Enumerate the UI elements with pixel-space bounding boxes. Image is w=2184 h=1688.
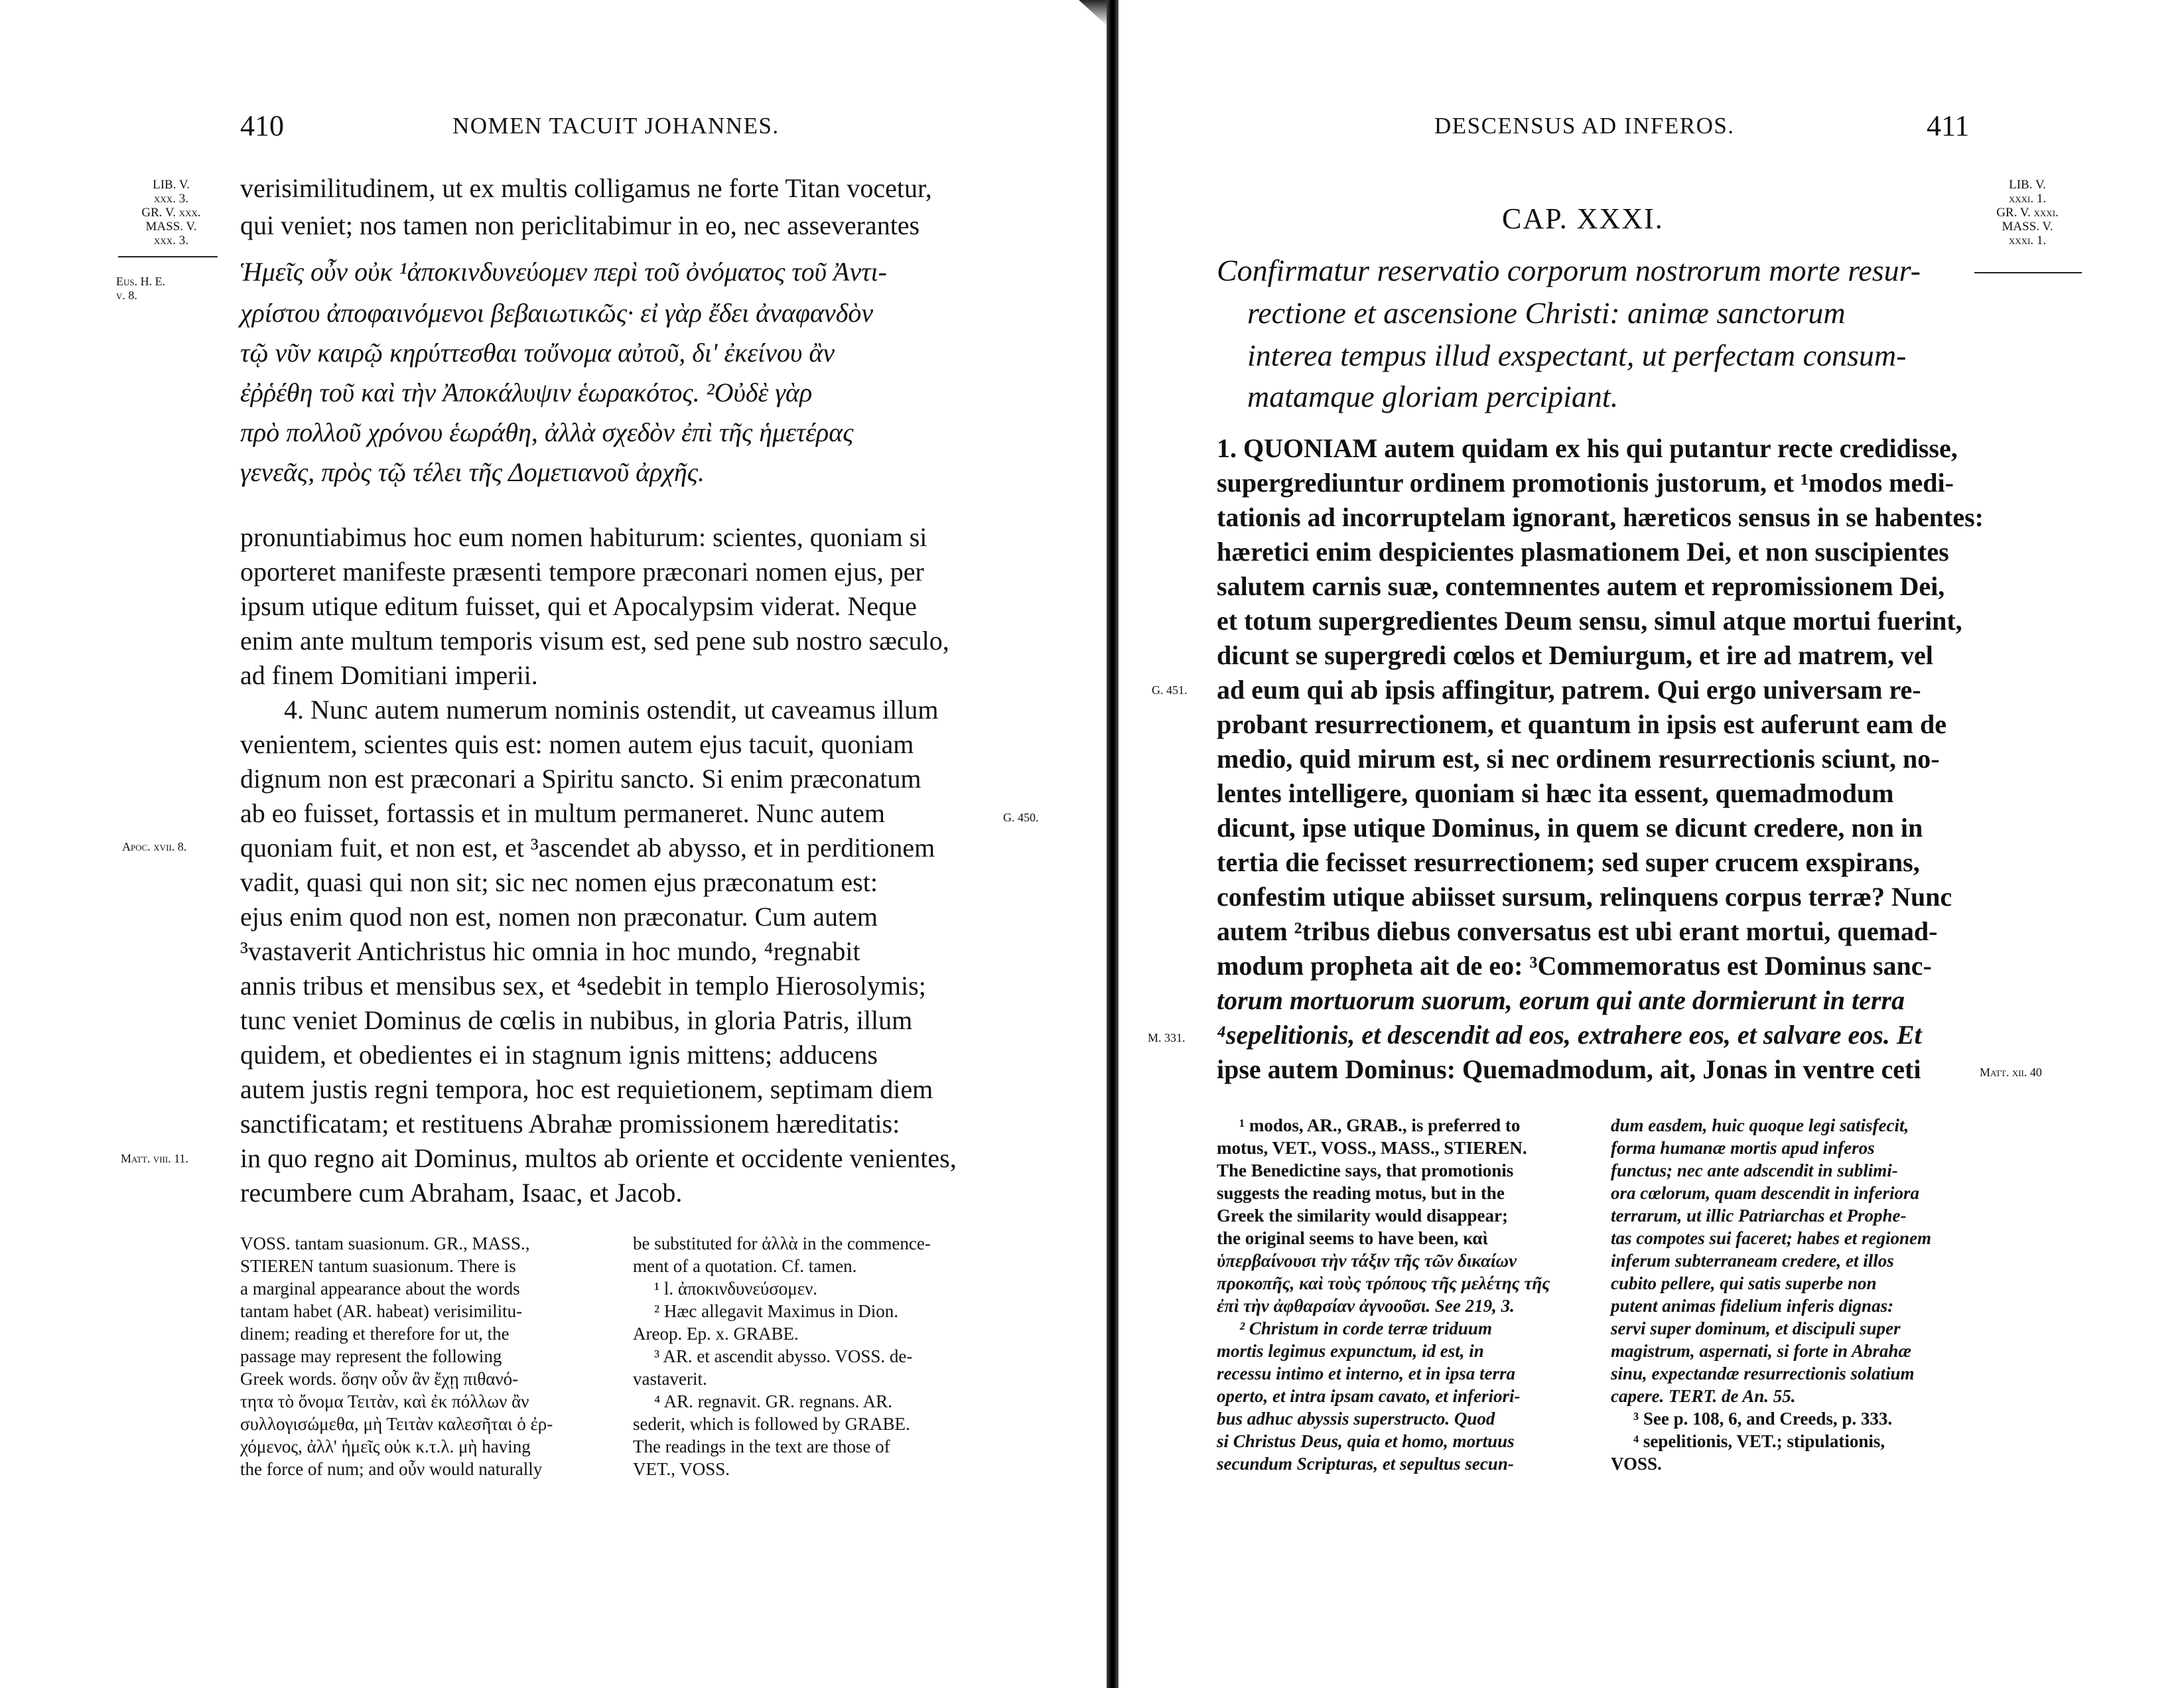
margin-ref-lib: LIB. V. xxxi. 1. GR. V. xxxi. MASS. V. xxxi. 1.: [1996, 178, 2059, 247]
body-line: qui veniet; nos tamen non periclitabimur in eo, nec asseverantes: [240, 210, 920, 240]
latin-line: dignum non est præconari a Spiritu sancto. Si enim præconatum: [240, 764, 921, 794]
greek-line: χρίστου ἀποφαινόμενοι βεβαιωτικῶς· εἰ γὰρ ἔδει ἀναφανδὸν: [240, 298, 874, 328]
footnote-line: capere. TERT. de An. 55.: [1611, 1386, 1796, 1406]
footnote-line: si Christus Deus, quia et homo, mortuus: [1217, 1431, 1515, 1451]
greek-line: ἐῤῥέθη τοῦ καὶ τὴν Ἀποκάλυψιν ἑωρακότος. ²Οὐδὲ γὰρ: [240, 378, 813, 407]
footnote-line: tas compotes sui faceret; habes et regionem: [1611, 1228, 1931, 1248]
margin-ref-lib: LIB. V. xxx. 3. GR. V. xxx. MASS. V. xxx. 3.: [141, 178, 201, 247]
footnote-line: VET., VOSS.: [633, 1459, 730, 1479]
footnote-line: The readings in the text are those of: [633, 1437, 890, 1456]
latin-line: venientem, scientes quis est: nomen autem ejus tacuit, quoniam: [240, 729, 914, 759]
body-line: dicunt se supergredi cœlos et Demiurgum, et ire ad matrem, vel: [1217, 640, 1933, 670]
footnote-line: terrarum, ut illic Patriarchas et Prophe-: [1611, 1206, 1907, 1226]
body-line: et totum supergredientes Deum sensu, simul atque mortui fuerint,: [1217, 606, 1962, 636]
latin-line: pronuntiabimus hoc eum nomen habiturum: scientes, quoniam si: [240, 522, 927, 552]
book-gutter: [1107, 0, 1119, 1688]
margin-ref-apoc: Apoc. xvii. 8.: [122, 840, 187, 853]
footnote-line: προκοπῆς, καὶ τοὺς τρόπους τῆς μελέτης τῆς: [1217, 1273, 1550, 1293]
margin-ref-matt: Matt. xii. 40: [1980, 1066, 2042, 1079]
footnote-line: mortis legimus expunctum, id est, in: [1217, 1341, 1484, 1361]
footnote-line: ⁴ AR. regnavit. GR. regnans. AR.: [654, 1391, 892, 1411]
latin-line: quidem, et obedientes ei in stagnum ignis mittens; adducens: [240, 1040, 878, 1070]
footnote-line: sinu, expectandæ resurrectionis solatium: [1611, 1364, 1915, 1383]
footnote-line: Areop. Ep. x. GRABE.: [633, 1324, 799, 1344]
footnote-line: recessu intimo et interno, et in ipsa terra: [1217, 1364, 1516, 1383]
footnote-line: inferum subterraneam credere, et illos: [1611, 1251, 1894, 1271]
footnote-line: tantam habet (AR. habeat) verisimilitu-: [240, 1301, 523, 1321]
footnote-line: dum easdem, huic quoque legi satisfecit,: [1611, 1115, 1909, 1135]
chapter-summary-line: matamque gloriam percipiant.: [1247, 380, 1619, 413]
latin-line: enim ante multum temporis visum est, sed pene sub nostro sæculo,: [240, 626, 949, 656]
footnote-line: passage may represent the following: [240, 1346, 502, 1366]
footnote-line: ³ AR. et ascendit abysso. VOSS. de-: [654, 1346, 913, 1366]
footnote-line: The Benedictine says, that promotionis: [1217, 1160, 1514, 1180]
footnote-line: the force of num; and οὖν would naturally: [240, 1459, 543, 1479]
body-line: dicunt, ipse utique Dominus, in quem se dicunt credere, non in: [1217, 813, 1923, 843]
body-line: salutem carnis suæ, contemnentes autem et repromissionem Dei,: [1217, 571, 1945, 601]
footnote-line: ² Hæc allegavit Maximus in Dion.: [654, 1301, 899, 1321]
body-line: probant resurrectionem, et quantum in ipsis est auferunt eam de: [1217, 709, 1946, 739]
footnote-line: a marginal appearance about the words: [240, 1279, 520, 1299]
footnote-line: συλλογισώμεθα, μὴ Τειτὰν καλεσῆται ὁ ἐρ-: [240, 1414, 553, 1434]
margin-ref-eusebius: Eus. H. E. v. 8.: [116, 275, 166, 302]
footnote-line: ὑπερβαίνουσι τὴν τάξιν τῆς τῶν δικαίων: [1217, 1251, 1517, 1271]
body-line: supergrediuntur ordinem promotionis justorum, et ¹modos medi-: [1217, 468, 1954, 498]
latin-line: in quo regno ait Dominus, multos ab oriente et occidente venientes,: [240, 1143, 957, 1173]
body-line: verisimilitudinem, ut ex multis colligamus ne forte Titan vocetur,: [240, 173, 932, 203]
body-line: tertia die fecisset resurrectionem; sed super crucem exspirans,: [1217, 847, 1920, 877]
footnote-line: putent animas fidelium inferis dignas:: [1611, 1296, 1894, 1316]
latin-line: autem justis regni tempora, hoc est requietionem, septimam diem: [240, 1074, 933, 1104]
page-number: 411: [1927, 109, 1970, 142]
footnote-line: VOSS.: [1611, 1454, 1662, 1474]
footnote-line: bus adhuc abyssis superstructo. Quod: [1217, 1409, 1495, 1429]
footnote-line: dinem; reading et therefore for ut, the: [240, 1324, 510, 1344]
footnote-line: Greek the similarity would disappear;: [1217, 1206, 1509, 1226]
footnote-line: ¹ modos, AR., GRAB., is preferred to: [1239, 1115, 1521, 1135]
latin-line: oporteret manifeste præsenti tempore præconari nomen ejus, per: [240, 557, 924, 587]
latin-line: quoniam fuit, et non est, et ³ascendet ab abysso, et in perditionem: [240, 833, 935, 863]
running-head: NOMEN TACUIT JOHANNES.: [452, 113, 780, 139]
body-line: modum propheta ait de eo: ³Commemoratus est Dominus sanc-: [1217, 951, 1932, 981]
chapter-summary-line: rectione et ascensione Christi: animæ sanctorum: [1247, 296, 1846, 330]
footnote-line: motus, VET., VOSS., MASS., STIEREN.: [1217, 1138, 1527, 1158]
footnote-line: ² Christum in corde terræ triduum: [1239, 1318, 1492, 1338]
latin-line: annis tribus et mensibus sex, et ⁴sedebit in templo Hierosolymis;: [240, 971, 926, 1001]
footnote-line: τητα τὸ ὄνομα Τειτὰν, καὶ ἐκ πόλλων ἂν: [240, 1391, 529, 1411]
body-line: lentes intelligere, quoniam si hæc ita essent, quemadmodum: [1217, 778, 1894, 808]
footnote-line: magistrum, aspernati, si forte in Abrahæ: [1611, 1341, 1911, 1361]
footnote-line: ¹ l. ἀποκινδυνεύσομεν.: [654, 1279, 818, 1299]
body-line: medio, quid mirum est, si nec ordinem resurrectionis sciunt, no-: [1217, 744, 1940, 774]
footnote-line: cubito pellere, qui satis superbe non: [1611, 1273, 1877, 1293]
margin-rule: [1974, 272, 2082, 273]
latin-line: sanctificatam; et restituens Abrahæ promissionem hæreditatis:: [240, 1109, 900, 1139]
latin-line: vadit, quasi qui non sit; sic nec nomen ejus præconatum est:: [240, 867, 878, 897]
body-line: hæretici enim despicientes plasmationem Dei, et non suscipientes: [1217, 537, 1949, 567]
greek-line: πρὸ πολλοῦ χρόνου ἑωράθη, ἀλλὰ σχεδὸν ἐπὶ τῆς ἡμετέρας: [240, 417, 854, 447]
greek-line: Ἡμεῖς οὖν οὐκ ¹ἀποκινδυνεύομεν περὶ τοῦ ὀνόματος τοῦ Ἀντι-: [240, 257, 887, 287]
latin-line: tunc veniet Dominus de cœlis in nubibus, in gloria Patris, illum: [240, 1005, 913, 1035]
footnote-line: ⁴ sepelitionis, VET.; stipulationis,: [1633, 1431, 1885, 1451]
body-line: autem ²tribus diebus conversatus est ubi erant mortui, quemad-: [1217, 916, 1938, 946]
paragraph-4-start: 4. Nunc autem numerum nominis ostendit, ut caveamus illum: [284, 695, 939, 725]
footnote-line: operto, et intra ipsam cavato, et inferiori-: [1217, 1386, 1521, 1406]
latin-line: ad finem Domitiani imperii.: [240, 660, 538, 690]
footnote-line: STIEREN tantum suasionum. There is: [240, 1256, 516, 1276]
margin-rule: [118, 256, 218, 257]
margin-ref-g450: G. 450.: [1003, 811, 1039, 824]
right-page: [1119, 0, 2184, 1688]
greek-line: γενεᾶς, πρὸς τῷ τέλει τῆς Δομετιανοῦ ἀρχῆς.: [240, 457, 705, 487]
latin-line: ab eo fuisset, fortassis et in multum permaneret. Nunc autem: [240, 798, 885, 828]
footnote-line: functus; nec ante adscendit in sublimi-: [1611, 1160, 1898, 1180]
latin-line: recumbere cum Abraham, Isaac, et Jacob.: [240, 1178, 683, 1208]
footnote-line: vastaverit.: [633, 1369, 707, 1389]
chapter-summary-line: interea tempus illud exspectant, ut perfectam consum-: [1247, 338, 1907, 372]
footnote-line: sederit, which is followed by GRABE.: [633, 1414, 910, 1434]
chapter-summary-line: Confirmatur reservatio corporum nostrorum morte resur-: [1217, 253, 1921, 287]
footnote-line: be substituted for ἀλλὰ in the commence-: [633, 1233, 931, 1253]
page-number: 410: [240, 109, 284, 142]
footnote-line: ³ See p. 108, 6, and Creeds, p. 333.: [1633, 1409, 1893, 1429]
body-line: ad eum qui ab ipsis affingitur, patrem. Qui ergo universam re-: [1217, 675, 1921, 705]
footnote-line: suggests the reading motus, but in the: [1217, 1183, 1505, 1203]
latin-line: ³vastaverit Antichristus hic omnia in hoc mundo, ⁴regnabit: [240, 936, 860, 966]
margin-ref-g451: G. 451.: [1152, 683, 1188, 697]
footnote-line: χόμενος, ἀλλ' ἡμεῖς οὐκ κ.τ.λ. μὴ having: [240, 1437, 531, 1456]
running-head: DESCENSUS AD INFEROS.: [1434, 113, 1735, 139]
footnote-line: VOSS. tantam suasionum. GR., MASS.,: [240, 1233, 530, 1253]
body-line: ipse autem Dominus: Quemadmodum, ait, Jonas in ventre ceti: [1217, 1054, 1921, 1084]
footnote-line: servi super dominum, et discipuli super: [1611, 1318, 1901, 1338]
footnote-line: secundum Scripturas, et sepultus secun-: [1217, 1454, 1514, 1474]
latin-line: ipsum utique editum fuisset, qui et Apocalypsim viderat. Neque: [240, 591, 917, 621]
chapter-title: CAP. XXXI.: [1502, 202, 1664, 235]
body-line: 1. QUONIAM autem quidam ex his qui putantur recte credidisse,: [1217, 433, 1958, 463]
body-line: torum mortuorum suorum, eorum qui ante dormierunt in terra: [1217, 985, 1905, 1015]
footnote-line: ora cœlorum, quam descendit in inferiora: [1611, 1183, 1920, 1203]
margin-ref-matt: Matt. viii. 11.: [121, 1152, 189, 1165]
margin-ref-m331: M. 331.: [1148, 1031, 1186, 1044]
body-line: tationis ad incorruptelam ignorant, hæreticos sensus in se habentes:: [1217, 502, 1984, 532]
footnote-line: ment of a quotation. Cf. tamen.: [633, 1256, 857, 1276]
footnote-line: the original seems to have been, καὶ: [1217, 1228, 1488, 1248]
body-line: confestim utique abiisset sursum, relinquens corpus terræ? Nunc: [1217, 882, 1952, 912]
footnote-line: ἐπὶ τὴν ἀφθαρσίαν ἀγνοοῦσι. See 219, 3.: [1217, 1296, 1515, 1316]
footnote-line: Greek words. ὅσην οὖν ἂν ἔχῃ πιθανό-: [240, 1369, 519, 1389]
body-line: ⁴sepelitionis, et descendit ad eos, extrahere eos, et salvare eos. Et: [1217, 1020, 1922, 1050]
footnote-line: forma humanæ mortis apud inferos: [1611, 1138, 1875, 1158]
latin-line: ejus enim quod non est, nomen non præconatur. Cum autem: [240, 902, 878, 932]
greek-line: τῷ νῦν καιρῷ κηρύττεσθαι τοὔνομα αὐτοῦ, δι' ἐκείνου ἂν: [240, 338, 835, 368]
